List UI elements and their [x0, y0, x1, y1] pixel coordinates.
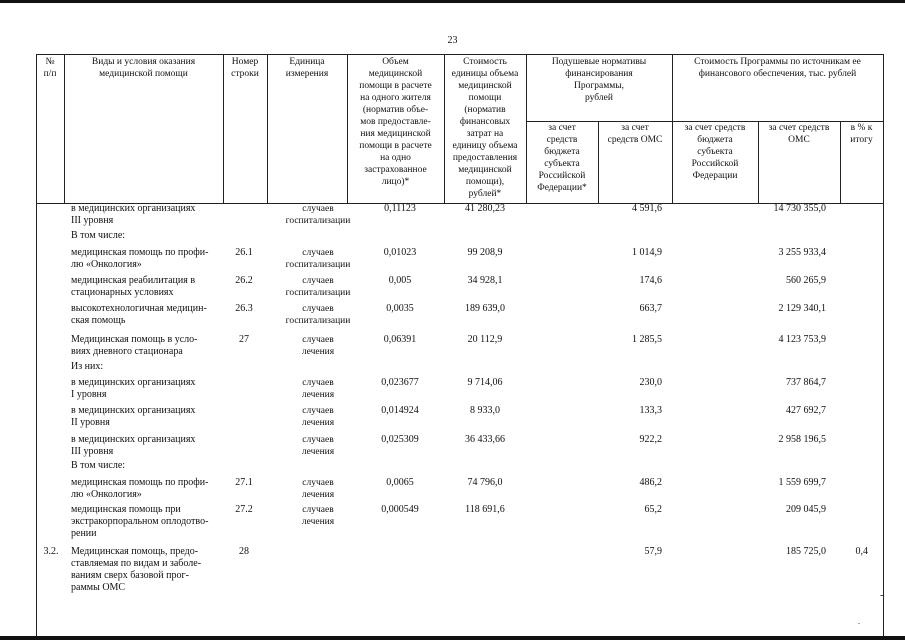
header-col-volume-line: (норматив объе- — [362, 105, 429, 115]
row-unit-line: случаев — [302, 505, 334, 515]
header-sub-budget — [526, 122, 598, 194]
row-oms: 486,2 — [639, 477, 662, 488]
header-group-percapita-line: Подушевые нормативы — [551, 57, 647, 67]
row-unit — [278, 405, 358, 429]
header-col-volume-line: лицо)* — [381, 177, 410, 187]
row-volume: 0,014924 — [381, 405, 419, 416]
row-unit-line: случаев — [302, 204, 334, 214]
row-cost: 74 796,0 — [467, 477, 503, 488]
header-col-name-line: Виды и условия оказания — [91, 57, 196, 67]
row-unit-line: лечения — [301, 418, 335, 428]
row-cost: 189 639,0 — [465, 303, 505, 314]
row-total-oms: 1 559 699,7 — [778, 477, 826, 488]
row-name-line: лю «Онкология» — [71, 489, 142, 500]
row-cost: 34 928,1 — [467, 275, 503, 286]
row-name-line: II уровня — [71, 417, 110, 428]
row-unit — [278, 377, 358, 401]
header-sub-budget-line: средств — [546, 135, 578, 145]
header-col-unit-line: Единица — [289, 57, 325, 67]
header-group-percapita-line: финансирования — [565, 69, 633, 79]
row-total-oms: 2 958 196,5 — [778, 434, 826, 445]
header-col-cost-line: медицинской — [458, 81, 512, 91]
row-unit-line: лечения — [301, 490, 335, 500]
row-unit-line: лечения — [301, 447, 335, 457]
row-name — [71, 477, 221, 501]
row-unit — [278, 247, 358, 271]
row-unit-line: лечения — [301, 517, 335, 527]
header-sub-total-budget — [672, 122, 758, 182]
table-right-border — [883, 202, 884, 638]
header-col-line — [223, 56, 267, 80]
row-cost: 41 280,23 — [465, 203, 505, 214]
row-name — [71, 504, 221, 540]
row-name — [71, 546, 221, 594]
row-name-line: III уровня — [71, 446, 114, 457]
row-total-oms: 737 864,7 — [786, 377, 826, 388]
header-col-volume-line: помощи в расчете — [359, 81, 432, 91]
row-cost: 36 433,66 — [465, 434, 505, 445]
row-name-line: экстракорпоральном оплодотво- — [71, 516, 209, 527]
row-unit-line: лечения — [301, 347, 335, 357]
row-name-line: в медицинских организациях — [71, 434, 196, 445]
row-unit — [278, 275, 358, 299]
header-col-volume-line: ния медицинской — [360, 129, 431, 139]
row-name-line: в медицинских организациях — [71, 203, 196, 214]
row-oms: 133,3 — [639, 405, 662, 416]
header-sub-budget-line: Федерации* — [537, 183, 587, 193]
row-name-line: высокотехнологичная медицин- — [71, 303, 207, 314]
row-name — [71, 203, 221, 227]
header-sub-budget-line: бюджета — [544, 147, 580, 157]
row-name — [71, 303, 221, 327]
row-name-line: раммы ОМС — [71, 582, 126, 593]
header-col-cost-line: помощи), — [465, 177, 505, 187]
page-number: 23 — [447, 35, 458, 46]
row-total-oms: 2 129 340,1 — [778, 303, 826, 314]
row-name-line: медицинская реабилитация в — [71, 275, 196, 286]
row-total-oms: 4 123 753,9 — [778, 334, 826, 345]
header-sub-percent-line: итогу — [850, 135, 873, 145]
header-sub-oms-line: средств ОМС — [607, 135, 663, 145]
row-oms: 65,2 — [644, 504, 662, 515]
header-col-cost-line: единицы объема — [451, 69, 519, 79]
row-name-line: медицинская помощь по профи- — [71, 477, 209, 488]
row-line: 28 — [239, 546, 249, 557]
row-oms: 57,9 — [644, 546, 662, 557]
row-unit-line: случаев — [302, 435, 334, 445]
header-col-no — [36, 56, 64, 80]
header-sub-budget-line: Российской — [538, 171, 586, 181]
row-name — [71, 460, 221, 472]
row-number: 3.2. — [43, 546, 59, 557]
row-oms: 1 285,5 — [632, 334, 662, 345]
row-volume: 0,06391 — [383, 334, 417, 345]
header-col-volume-line: Объем — [382, 57, 409, 67]
row-name-line: В том числе: — [71, 230, 126, 241]
header-col-line-line: Номер — [231, 57, 259, 67]
row-name-line: медицинская помощь при — [71, 504, 181, 515]
row-unit-line: случаев — [302, 248, 334, 258]
stray-mark: - — [880, 590, 884, 601]
row-unit-line: случаев — [302, 276, 334, 286]
row-cost: 9 714,06 — [467, 377, 503, 388]
header-sub-total-budget-line: субъекта — [697, 147, 733, 157]
header-col-line-line: строки — [231, 69, 259, 79]
row-name-line: III уровня — [71, 215, 114, 226]
row-name — [71, 247, 221, 271]
header-col-cost-line: (норматив — [464, 105, 506, 115]
row-oms: 663,7 — [639, 303, 662, 314]
header-sub-percent — [840, 122, 883, 146]
top-border — [0, 0, 905, 3]
row-unit — [278, 203, 358, 227]
header-sub-budget-line: субъекта — [544, 159, 580, 169]
table-left-border — [36, 202, 37, 638]
header-col-unit-line: измерения — [285, 69, 329, 79]
row-unit-line: случаев — [302, 478, 334, 488]
header-col-cost-line: финансовых — [459, 117, 511, 127]
header-group-percapita-line: рублей — [585, 93, 613, 103]
row-unit — [278, 434, 358, 458]
row-percent: 0,4 — [855, 546, 868, 557]
row-oms: 1 014,9 — [632, 247, 662, 258]
header-col-cost-line: помощи — [468, 93, 502, 103]
row-unit — [278, 303, 358, 327]
row-volume: 0,005 — [388, 275, 412, 286]
row-line: 26.1 — [235, 247, 253, 258]
row-name-line: ваниям сверх базовой прог- — [71, 570, 189, 581]
row-name-line: в медицинских организациях — [71, 377, 196, 388]
header-col-no-line: п/п — [43, 69, 57, 79]
row-total-oms: 14 730 355,0 — [773, 203, 826, 214]
row-line: 27.1 — [235, 477, 253, 488]
row-oms: 4 591,6 — [632, 203, 662, 214]
row-volume: 0,023677 — [381, 377, 419, 388]
row-name — [71, 275, 221, 299]
row-name-line: ставляемая по видам и заболе- — [71, 558, 202, 569]
header-sub-budget-line: за счет — [548, 123, 576, 133]
row-name-line: стационарных условиях — [71, 287, 174, 298]
header-group-total-line: Стоимость Программы по источникам ее — [694, 57, 861, 67]
row-total-oms: 560 265,9 — [786, 275, 826, 286]
header-sub-total-budget-line: бюджета — [697, 135, 733, 145]
header-col-volume-line: застрахованное — [364, 165, 427, 175]
row-volume: 0,01023 — [383, 247, 417, 258]
row-name-line: ская помощь — [71, 315, 126, 326]
row-volume: 0,0035 — [386, 303, 414, 314]
row-line: 26.3 — [235, 303, 253, 314]
row-unit-line: случаев — [302, 304, 334, 314]
header-sub-total-budget-line: Российской — [691, 159, 739, 169]
row-unit — [278, 504, 358, 528]
row-total-oms: 3 255 933,4 — [778, 247, 826, 258]
row-total-oms: 427 692,7 — [786, 405, 826, 416]
row-total-oms: 185 725,0 — [786, 546, 826, 557]
row-name-line: I уровня — [71, 389, 107, 400]
row-name-line: Медицинская помощь в усло- — [71, 334, 198, 345]
row-unit-line: случаев — [302, 378, 334, 388]
bottom-border — [0, 636, 905, 640]
row-name-line: Медицинская помощь, предо- — [71, 546, 199, 557]
header-group-percapita — [526, 56, 672, 104]
header-col-volume — [347, 56, 444, 188]
header-sub-percent-line: в % к — [850, 123, 873, 133]
header-col-volume-line: на одно — [380, 153, 411, 163]
row-oms: 174,6 — [639, 275, 662, 286]
row-unit-line: госпитализации — [285, 216, 351, 226]
row-unit-line: госпитализации — [285, 260, 351, 270]
row-volume: 0,000549 — [381, 504, 419, 515]
header-col-volume-line: на одного жителя — [360, 93, 431, 103]
row-name-line: рении — [71, 528, 97, 539]
header-sub-total-oms-line: ОМС — [788, 135, 810, 145]
header-col-unit — [267, 56, 347, 80]
header-group-total — [672, 56, 883, 80]
row-unit-line: случаев — [302, 335, 334, 345]
header-col-volume-line: медицинской — [368, 69, 423, 79]
row-unit-line: госпитализации — [285, 316, 351, 326]
row-name — [71, 361, 221, 373]
header-col-cost — [444, 56, 526, 200]
row-unit-line: госпитализации — [285, 288, 351, 298]
header-col-cost-line: рублей* — [468, 189, 502, 199]
header-col-cost-line: предоставления — [452, 153, 518, 163]
header-col-name — [64, 56, 223, 80]
row-oms: 230,0 — [639, 377, 662, 388]
row-name — [71, 230, 221, 242]
row-cost: 8 933,0 — [470, 405, 500, 416]
stray-mark: . — [858, 617, 860, 626]
row-name — [71, 434, 221, 458]
header-group-percapita-line: Программы, — [573, 81, 624, 91]
row-cost: 99 208,9 — [467, 247, 503, 258]
header-col-volume-line: мов предоставле- — [360, 117, 431, 127]
row-total-oms: 209 045,9 — [786, 504, 826, 515]
header-col-volume-line: помощи в расчете — [359, 141, 432, 151]
row-name-line: медицинская помощь по профи- — [71, 247, 209, 258]
row-name-line: В том числе: — [71, 460, 126, 471]
row-unit-line: лечения — [301, 390, 335, 400]
row-name — [71, 405, 221, 429]
row-name-line: Из них: — [71, 361, 104, 372]
row-name-line: виях дневного стационара — [71, 346, 183, 357]
header-col-cost-line: затрат на — [466, 129, 504, 139]
row-volume: 0,0065 — [386, 477, 414, 488]
header-sub-total-oms-line: за счет средств — [768, 123, 830, 133]
row-unit — [278, 334, 358, 358]
row-name-line: лю «Онкология» — [71, 259, 142, 270]
row-line: 26.2 — [235, 275, 253, 286]
header-col-no-line: № — [45, 57, 55, 67]
row-line: 27.2 — [235, 504, 253, 515]
row-oms: 922,2 — [639, 434, 662, 445]
header-col-cost-line: медицинской — [458, 165, 512, 175]
header-col-cost-line: Стоимость — [463, 57, 507, 67]
row-volume: 0,11123 — [384, 203, 416, 214]
header-sub-total-budget-line: Федерации — [692, 171, 738, 181]
header-sub-total-budget-line: за счет средств — [684, 123, 746, 133]
row-line: 27 — [239, 334, 249, 345]
header-sub-oms-line: за счет — [621, 123, 649, 133]
header-sub-total-oms — [758, 122, 840, 146]
header-group-total-line: финансового обеспечения, тыс. рублей — [698, 69, 857, 79]
header-sub-oms — [598, 122, 672, 146]
row-name — [71, 377, 221, 401]
row-cost: 20 112,9 — [467, 334, 503, 345]
row-volume: 0,025309 — [381, 434, 419, 445]
row-name — [71, 334, 221, 358]
header-col-cost-line: единицу объема — [452, 141, 518, 151]
row-unit — [278, 477, 358, 501]
row-name-line: в медицинских организациях — [71, 405, 196, 416]
row-cost: 118 691,6 — [465, 504, 505, 515]
row-unit-line: случаев — [302, 406, 334, 416]
header-col-name-line: медицинской помощи — [99, 69, 188, 79]
